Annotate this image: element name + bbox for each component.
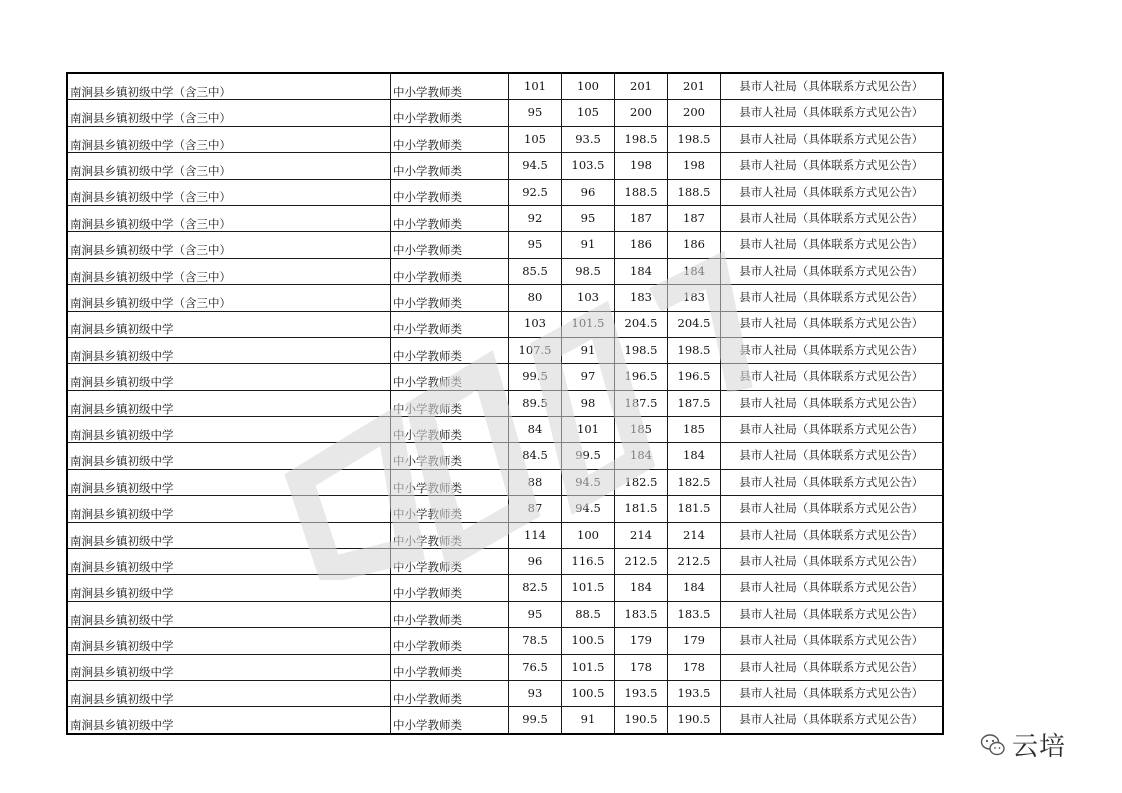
school-cell: 南涧县乡镇初级中学 bbox=[67, 654, 391, 680]
school-cell: 南涧县乡镇初级中学 bbox=[67, 601, 391, 627]
table-row bbox=[67, 601, 943, 627]
brand-mark bbox=[980, 726, 1066, 763]
category-cell: 中小学教师类 bbox=[391, 496, 509, 522]
table-row bbox=[67, 443, 943, 469]
school-cell: 南涧县乡镇初级中学 bbox=[67, 628, 391, 654]
category-cell: 中小学教师类 bbox=[391, 153, 509, 179]
score-1-cell: 80 bbox=[509, 285, 562, 311]
department-cell: 县市人社局（具体联系方式见公告） bbox=[721, 100, 943, 126]
table-row bbox=[67, 496, 943, 522]
table-row bbox=[67, 522, 943, 548]
department-cell: 县市人社局（具体联系方式见公告） bbox=[721, 549, 943, 575]
table-row bbox=[67, 285, 943, 311]
department-cell: 县市人社局（具体联系方式见公告） bbox=[721, 205, 943, 231]
table-row bbox=[67, 126, 943, 152]
final-cell: 184 bbox=[668, 443, 721, 469]
school-cell: 南涧县乡镇初级中学 bbox=[67, 549, 391, 575]
total-cell: 184 bbox=[615, 443, 668, 469]
score-1-cell: 107.5 bbox=[509, 337, 562, 363]
score-1-cell: 105 bbox=[509, 126, 562, 152]
department-cell: 县市人社局（具体联系方式见公告） bbox=[721, 337, 943, 363]
score-1-cell: 95 bbox=[509, 100, 562, 126]
table-row bbox=[67, 311, 943, 337]
school-cell: 南涧县乡镇初级中学 bbox=[67, 522, 391, 548]
total-cell: 200 bbox=[615, 100, 668, 126]
final-cell: 184 bbox=[668, 575, 721, 601]
school-cell: 南涧县乡镇初级中学（含三中） bbox=[67, 232, 391, 258]
score-1-cell: 92.5 bbox=[509, 179, 562, 205]
school-cell: 南涧县乡镇初级中学 bbox=[67, 311, 391, 337]
score-1-cell: 99.5 bbox=[509, 364, 562, 390]
final-cell: 214 bbox=[668, 522, 721, 548]
department-cell: 县市人社局（具体联系方式见公告） bbox=[721, 232, 943, 258]
final-cell: 186 bbox=[668, 232, 721, 258]
table-row bbox=[67, 707, 943, 734]
department-cell: 县市人社局（具体联系方式见公告） bbox=[721, 496, 943, 522]
table-row bbox=[67, 575, 943, 601]
score-2-cell: 101.5 bbox=[562, 654, 615, 680]
school-cell: 南涧县乡镇初级中学（含三中） bbox=[67, 73, 391, 100]
score-2-cell: 94.5 bbox=[562, 496, 615, 522]
score-2-cell: 100 bbox=[562, 522, 615, 548]
school-cell: 南涧县乡镇初级中学 bbox=[67, 469, 391, 495]
score-2-cell: 91 bbox=[562, 232, 615, 258]
table-row bbox=[67, 549, 943, 575]
score-2-cell: 93.5 bbox=[562, 126, 615, 152]
category-cell: 中小学教师类 bbox=[391, 628, 509, 654]
category-cell: 中小学教师类 bbox=[391, 575, 509, 601]
score-2-cell: 103.5 bbox=[562, 153, 615, 179]
score-1-cell: 84 bbox=[509, 417, 562, 443]
final-cell: 188.5 bbox=[668, 179, 721, 205]
total-cell: 187 bbox=[615, 205, 668, 231]
department-cell: 县市人社局（具体联系方式见公告） bbox=[721, 469, 943, 495]
score-1-cell: 78.5 bbox=[509, 628, 562, 654]
total-cell: 178 bbox=[615, 654, 668, 680]
total-cell: 184 bbox=[615, 258, 668, 284]
final-cell: 201 bbox=[668, 73, 721, 100]
score-1-cell: 95 bbox=[509, 232, 562, 258]
table-row bbox=[67, 364, 943, 390]
department-cell: 县市人社局（具体联系方式见公告） bbox=[721, 654, 943, 680]
school-cell: 南涧县乡镇初级中学（含三中） bbox=[67, 126, 391, 152]
category-cell: 中小学教师类 bbox=[391, 601, 509, 627]
score-2-cell: 98 bbox=[562, 390, 615, 416]
total-cell: 183.5 bbox=[615, 601, 668, 627]
table-row bbox=[67, 73, 943, 100]
total-cell: 181.5 bbox=[615, 496, 668, 522]
school-cell: 南涧县乡镇初级中学 bbox=[67, 680, 391, 706]
total-cell: 187.5 bbox=[615, 390, 668, 416]
department-cell: 县市人社局（具体联系方式见公告） bbox=[721, 522, 943, 548]
department-cell: 县市人社局（具体联系方式见公告） bbox=[721, 153, 943, 179]
total-cell: 186 bbox=[615, 232, 668, 258]
department-cell: 县市人社局（具体联系方式见公告） bbox=[721, 575, 943, 601]
school-cell: 南涧县乡镇初级中学（含三中） bbox=[67, 100, 391, 126]
category-cell: 中小学教师类 bbox=[391, 417, 509, 443]
score-1-cell: 84.5 bbox=[509, 443, 562, 469]
score-1-cell: 101 bbox=[509, 73, 562, 100]
wechat-icon bbox=[980, 733, 1006, 757]
score-1-cell: 94.5 bbox=[509, 153, 562, 179]
score-2-cell: 101 bbox=[562, 417, 615, 443]
total-cell: 182.5 bbox=[615, 469, 668, 495]
score-2-cell: 116.5 bbox=[562, 549, 615, 575]
score-2-cell: 94.5 bbox=[562, 469, 615, 495]
total-cell: 196.5 bbox=[615, 364, 668, 390]
score-2-cell: 105 bbox=[562, 100, 615, 126]
score-2-cell: 91 bbox=[562, 337, 615, 363]
total-cell: 188.5 bbox=[615, 179, 668, 205]
school-cell: 南涧县乡镇初级中学（含三中） bbox=[67, 205, 391, 231]
final-cell: 185 bbox=[668, 417, 721, 443]
score-2-cell: 95 bbox=[562, 205, 615, 231]
school-cell: 南涧县乡镇初级中学 bbox=[67, 417, 391, 443]
total-cell: 204.5 bbox=[615, 311, 668, 337]
department-cell: 县市人社局（具体联系方式见公告） bbox=[721, 390, 943, 416]
final-cell: 212.5 bbox=[668, 549, 721, 575]
department-cell: 县市人社局（具体联系方式见公告） bbox=[721, 601, 943, 627]
total-cell: 179 bbox=[615, 628, 668, 654]
score-1-cell: 88 bbox=[509, 469, 562, 495]
score-2-cell: 88.5 bbox=[562, 601, 615, 627]
score-1-cell: 103 bbox=[509, 311, 562, 337]
total-cell: 184 bbox=[615, 575, 668, 601]
score-1-cell: 89.5 bbox=[509, 390, 562, 416]
final-cell: 193.5 bbox=[668, 680, 721, 706]
category-cell: 中小学教师类 bbox=[391, 469, 509, 495]
score-1-cell: 93 bbox=[509, 680, 562, 706]
table-row bbox=[67, 100, 943, 126]
score-1-cell: 92 bbox=[509, 205, 562, 231]
score-table-body bbox=[67, 73, 943, 734]
department-cell: 县市人社局（具体联系方式见公告） bbox=[721, 179, 943, 205]
final-cell: 198 bbox=[668, 153, 721, 179]
school-cell: 南涧县乡镇初级中学 bbox=[67, 575, 391, 601]
total-cell: 198.5 bbox=[615, 126, 668, 152]
table-row bbox=[67, 153, 943, 179]
department-cell: 县市人社局（具体联系方式见公告） bbox=[721, 126, 943, 152]
school-cell: 南涧县乡镇初级中学（含三中） bbox=[67, 285, 391, 311]
score-2-cell: 101.5 bbox=[562, 311, 615, 337]
category-cell: 中小学教师类 bbox=[391, 126, 509, 152]
category-cell: 中小学教师类 bbox=[391, 654, 509, 680]
final-cell: 184 bbox=[668, 258, 721, 284]
final-cell: 178 bbox=[668, 654, 721, 680]
table-row bbox=[67, 179, 943, 205]
table-row bbox=[67, 258, 943, 284]
department-cell: 县市人社局（具体联系方式见公告） bbox=[721, 311, 943, 337]
score-2-cell: 98.5 bbox=[562, 258, 615, 284]
category-cell: 中小学教师类 bbox=[391, 73, 509, 100]
department-cell: 县市人社局（具体联系方式见公告） bbox=[721, 73, 943, 100]
total-cell: 214 bbox=[615, 522, 668, 548]
score-2-cell: 96 bbox=[562, 179, 615, 205]
total-cell: 212.5 bbox=[615, 549, 668, 575]
score-2-cell: 103 bbox=[562, 285, 615, 311]
final-cell: 181.5 bbox=[668, 496, 721, 522]
score-1-cell: 95 bbox=[509, 601, 562, 627]
brand-name: 云培 bbox=[1012, 732, 1067, 762]
department-cell: 县市人社局（具体联系方式见公告） bbox=[721, 417, 943, 443]
category-cell: 中小学教师类 bbox=[391, 680, 509, 706]
total-cell: 185 bbox=[615, 417, 668, 443]
table-row bbox=[67, 417, 943, 443]
table-row bbox=[67, 205, 943, 231]
final-cell: 190.5 bbox=[668, 707, 721, 734]
final-cell: 182.5 bbox=[668, 469, 721, 495]
score-2-cell: 100.5 bbox=[562, 680, 615, 706]
category-cell: 中小学教师类 bbox=[391, 285, 509, 311]
score-1-cell: 87 bbox=[509, 496, 562, 522]
category-cell: 中小学教师类 bbox=[391, 337, 509, 363]
table-row bbox=[67, 232, 943, 258]
department-cell: 县市人社局（具体联系方式见公告） bbox=[721, 628, 943, 654]
school-cell: 南涧县乡镇初级中学 bbox=[67, 443, 391, 469]
final-cell: 179 bbox=[668, 628, 721, 654]
school-cell: 南涧县乡镇初级中学 bbox=[67, 390, 391, 416]
score-2-cell: 97 bbox=[562, 364, 615, 390]
score-2-cell: 101.5 bbox=[562, 575, 615, 601]
department-cell: 县市人社局（具体联系方式见公告） bbox=[721, 707, 943, 734]
department-cell: 县市人社局（具体联系方式见公告） bbox=[721, 285, 943, 311]
school-cell: 南涧县乡镇初级中学（含三中） bbox=[67, 258, 391, 284]
category-cell: 中小学教师类 bbox=[391, 364, 509, 390]
school-cell: 南涧县乡镇初级中学 bbox=[67, 364, 391, 390]
score-2-cell: 99.5 bbox=[562, 443, 615, 469]
school-cell: 南涧县乡镇初级中学（含三中） bbox=[67, 153, 391, 179]
total-cell: 198 bbox=[615, 153, 668, 179]
total-cell: 201 bbox=[615, 73, 668, 100]
final-cell: 183 bbox=[668, 285, 721, 311]
score-table bbox=[66, 72, 944, 735]
department-cell: 县市人社局（具体联系方式见公告） bbox=[721, 443, 943, 469]
category-cell: 中小学教师类 bbox=[391, 549, 509, 575]
school-cell: 南涧县乡镇初级中学 bbox=[67, 707, 391, 734]
department-cell: 县市人社局（具体联系方式见公告） bbox=[721, 364, 943, 390]
final-cell: 200 bbox=[668, 100, 721, 126]
total-cell: 193.5 bbox=[615, 680, 668, 706]
category-cell: 中小学教师类 bbox=[391, 522, 509, 548]
score-2-cell: 100 bbox=[562, 73, 615, 100]
final-cell: 196.5 bbox=[668, 364, 721, 390]
final-cell: 204.5 bbox=[668, 311, 721, 337]
table-row bbox=[67, 390, 943, 416]
total-cell: 198.5 bbox=[615, 337, 668, 363]
score-2-cell: 91 bbox=[562, 707, 615, 734]
score-1-cell: 99.5 bbox=[509, 707, 562, 734]
category-cell: 中小学教师类 bbox=[391, 311, 509, 337]
table-row bbox=[67, 469, 943, 495]
table-row bbox=[67, 654, 943, 680]
category-cell: 中小学教师类 bbox=[391, 258, 509, 284]
category-cell: 中小学教师类 bbox=[391, 443, 509, 469]
table-row bbox=[67, 680, 943, 706]
total-cell: 183 bbox=[615, 285, 668, 311]
category-cell: 中小学教师类 bbox=[391, 100, 509, 126]
final-cell: 198.5 bbox=[668, 126, 721, 152]
category-cell: 中小学教师类 bbox=[391, 179, 509, 205]
score-1-cell: 96 bbox=[509, 549, 562, 575]
department-cell: 县市人社局（具体联系方式见公告） bbox=[721, 680, 943, 706]
score-2-cell: 100.5 bbox=[562, 628, 615, 654]
category-cell: 中小学教师类 bbox=[391, 707, 509, 734]
category-cell: 中小学教师类 bbox=[391, 205, 509, 231]
final-cell: 187 bbox=[668, 205, 721, 231]
table-row bbox=[67, 337, 943, 363]
category-cell: 中小学教师类 bbox=[391, 232, 509, 258]
table-row bbox=[67, 628, 943, 654]
school-cell: 南涧县乡镇初级中学 bbox=[67, 496, 391, 522]
final-cell: 187.5 bbox=[668, 390, 721, 416]
final-cell: 183.5 bbox=[668, 601, 721, 627]
total-cell: 190.5 bbox=[615, 707, 668, 734]
score-1-cell: 114 bbox=[509, 522, 562, 548]
school-cell: 南涧县乡镇初级中学 bbox=[67, 337, 391, 363]
school-cell: 南涧县乡镇初级中学（含三中） bbox=[67, 179, 391, 205]
department-cell: 县市人社局（具体联系方式见公告） bbox=[721, 258, 943, 284]
final-cell: 198.5 bbox=[668, 337, 721, 363]
category-cell: 中小学教师类 bbox=[391, 390, 509, 416]
score-1-cell: 76.5 bbox=[509, 654, 562, 680]
score-1-cell: 85.5 bbox=[509, 258, 562, 284]
score-1-cell: 82.5 bbox=[509, 575, 562, 601]
